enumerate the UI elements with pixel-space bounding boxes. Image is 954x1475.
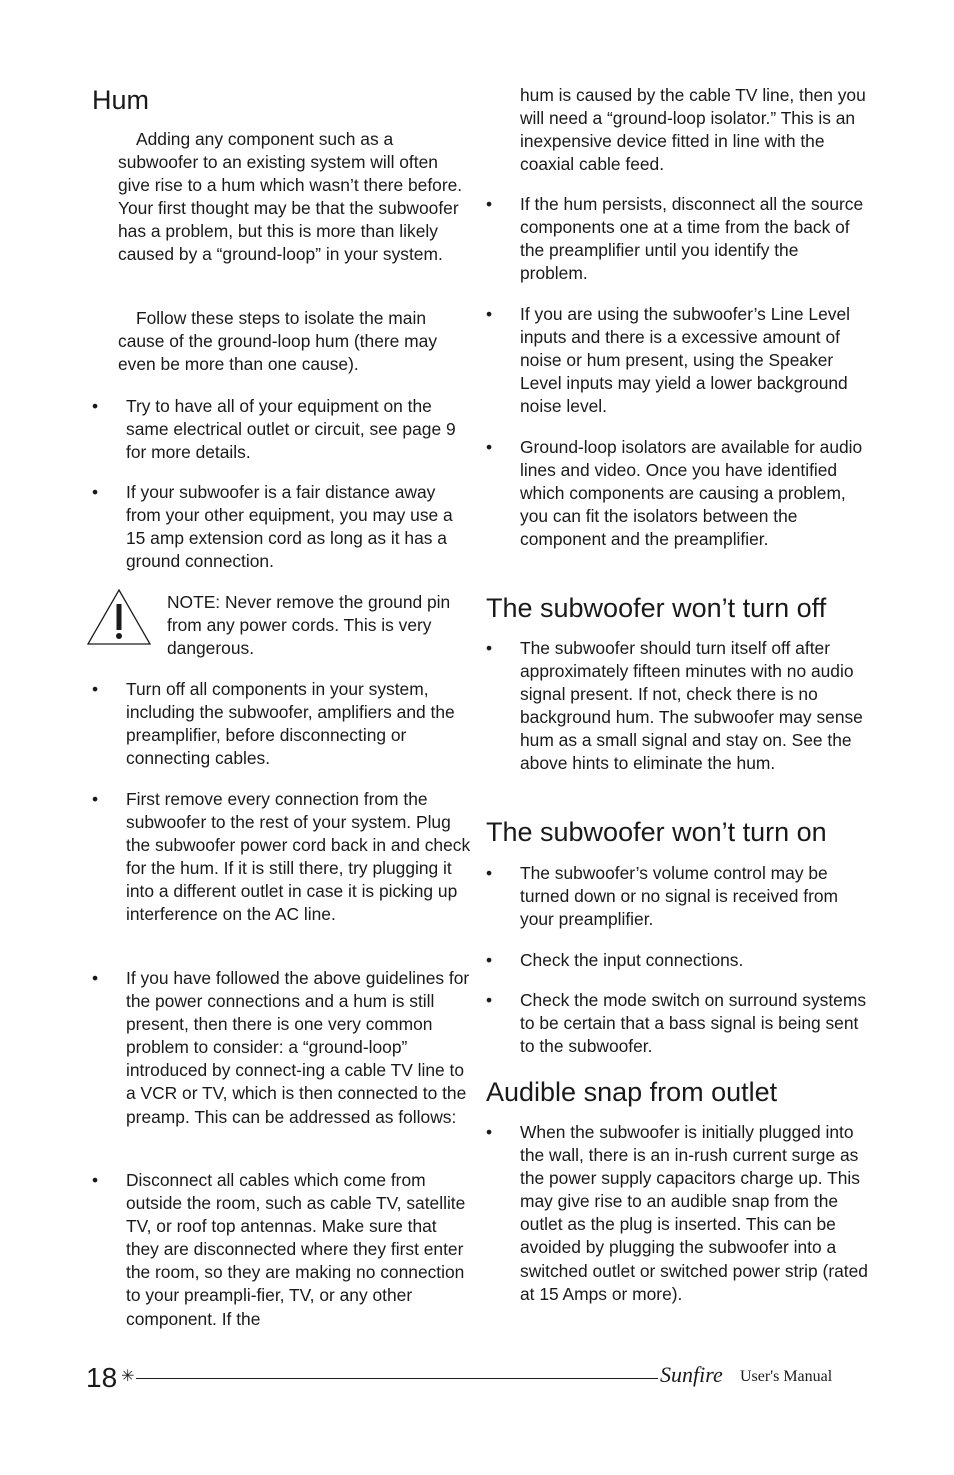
- list-item-text: Ground-loop isolators are available for audio lines and video. Once you have identified which components are causing a problem, you can fit the isolators between the component and the preamplifier.: [520, 437, 863, 550]
- list-item-text: When the subwoofer is initially plugged into the wall, there is an in-rush current surge as the power supply capacitors charge up. This may give rise to an audible snap from the outlet as the plug is inserted. This can be avoided by plugging the subwoofer into a switched outlet or switched power strip (rated at 15 Amps or more).: [520, 1122, 868, 1304]
- bullet-marker: •: [92, 789, 99, 809]
- list-item-text: If you are using the subwoofer’s Line Level inputs and there is a excessive amount of noise or hum present, using the Speaker Level inputs may yield a lower background noise level.: [520, 304, 850, 417]
- warning-triangle-icon: [86, 588, 152, 646]
- list-item-text: Try to have all of your equipment on the same electrical outlet or circuit, see page 9 for more details.: [126, 396, 456, 463]
- list-item-text: Turn off all components in your system, including the subwoofer, amplifiers and the preamplifier, before disconnecting or connecting cables.: [126, 679, 455, 769]
- list-item-text: First remove every connection from the subwoofer to the rest of your system. Plug the subwoofer power cord back in and check for the hum. If it is still there, try plugging it into a different outlet in case it is picking up interference on the AC line.: [126, 789, 471, 925]
- warning-note-text: NOTE: Never remove the ground pin from any power cords. This is very dangerous.: [167, 592, 451, 659]
- list-item-text: If your subwoofer is a fair distance away from your other equipment, you may use a 15 amp extension cord as long as it has a ground connection.: [126, 482, 453, 572]
- bullet-marker: •: [92, 1170, 99, 1190]
- bullet-marker: •: [486, 863, 493, 883]
- list-item-text: The subwoofer’s volume control may be turned down or no signal is received from your preamplifier.: [520, 863, 839, 930]
- manual-label: User's Manual: [740, 1368, 833, 1385]
- section-heading-hum: Hum: [92, 85, 150, 115]
- list-item-text: The subwoofer should turn itself off after approximately fifteen minutes with no audio signal present. If not, check there is no background hum. The subwoofer may sense hum as a small signal and stay on. See the above hints to eliminate the hum.: [520, 638, 863, 774]
- footer-rule: [136, 1378, 658, 1379]
- continued-paragraph: hum is caused by the cable TV line, then you will need a “ground-loop isolator.” This is an inexpensive device fitted in line with the coaxial cable feed.: [520, 85, 866, 175]
- list-item-text: If the hum persists, disconnect all the source components one at a time from the back of the preamplifier until you identify the problem.: [520, 194, 864, 284]
- bullet-marker: •: [486, 950, 493, 970]
- bullet-marker: •: [92, 396, 99, 416]
- intro-paragraph-1: Adding any component such as a subwoofer to an existing system will often give rise to a hum which wasn’t there before. Your first thought may be that the subwoofer has a problem, but this is more than likely caused by a “ground-loop” in your system.: [118, 129, 463, 265]
- warning-note: [86, 588, 152, 651]
- bullet-marker: •: [92, 968, 99, 988]
- list-item-text: Check the input connections.: [520, 950, 744, 970]
- bullet-marker: •: [486, 1122, 493, 1142]
- bullet-marker: •: [486, 304, 493, 324]
- bullet-marker: •: [486, 437, 493, 457]
- list-item-text: Check the mode switch on surround systems to be certain that a bass signal is being sent to the subwoofer.: [520, 990, 867, 1057]
- star-ornament-icon: ✳: [121, 1368, 135, 1385]
- bullet-marker: •: [92, 482, 99, 502]
- section-heading-turn-on: The subwoofer won’t turn on: [486, 817, 827, 847]
- intro-paragraph-2: Follow these steps to isolate the main cause of the ground-loop hum (there may even be more than one cause).: [118, 308, 438, 375]
- bullet-marker: •: [92, 679, 99, 699]
- section-heading-audible-snap: Audible snap from outlet: [486, 1077, 778, 1107]
- brand-logo: Sunfire: [660, 1362, 723, 1387]
- list-item-text: If you have followed the above guidelines for the power connections and a hum is still present, then there is one very common problem to consider: a “ground-loop” introduced by connect-ing a cable TV line to a VCR or TV, which is then connected to the preamp. This can be addressed as follows:: [126, 968, 470, 1127]
- section-heading-turn-off: The subwoofer won’t turn off: [486, 593, 827, 623]
- bullet-marker: •: [486, 990, 493, 1010]
- page-number: 18: [86, 1362, 118, 1393]
- bullet-marker: •: [486, 194, 493, 214]
- bullet-marker: •: [486, 638, 493, 658]
- list-item-text: Disconnect all cables which come from outside the room, such as cable TV, satellite TV, or roof top antennas. Make sure that they are disconnected where they first enter the room, so they are making no connection to your preampli-fier, TV, or any other component. If the: [126, 1170, 466, 1329]
